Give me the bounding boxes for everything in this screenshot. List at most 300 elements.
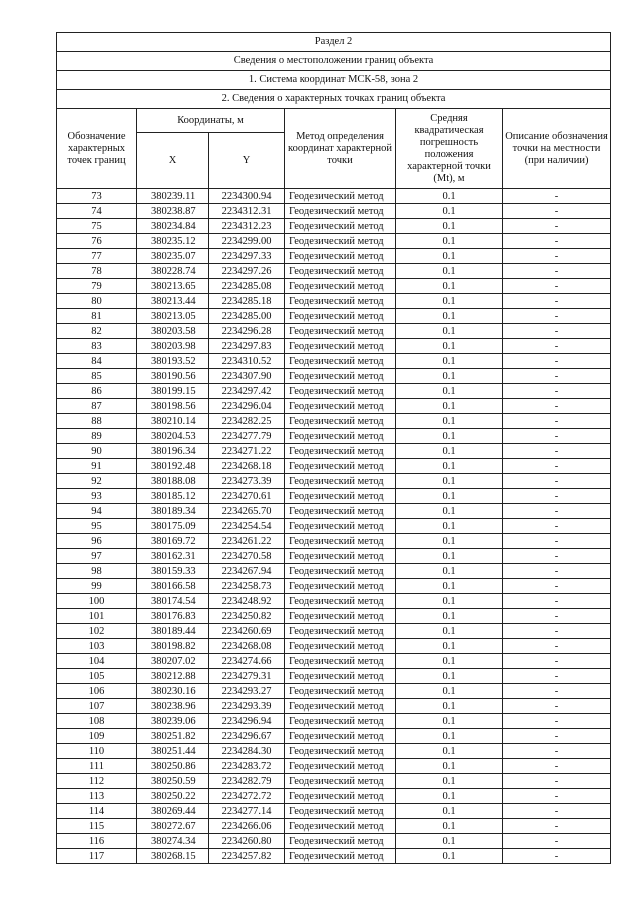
point-number: 74 xyxy=(57,204,137,219)
coord-x: 380251.82 xyxy=(137,729,209,744)
error-cell: 0.1 xyxy=(396,819,503,834)
description-cell: - xyxy=(503,579,611,594)
coord-y: 2234299.00 xyxy=(209,234,285,249)
point-number: 102 xyxy=(57,624,137,639)
description-cell: - xyxy=(503,519,611,534)
description-cell: - xyxy=(503,234,611,249)
table-row xyxy=(57,819,611,834)
description-cell: - xyxy=(503,204,611,219)
error-cell: 0.1 xyxy=(396,264,503,279)
coord-x: 380238.87 xyxy=(137,204,209,219)
coord-x: 380198.56 xyxy=(137,399,209,414)
method-cell: Геодезический метод xyxy=(285,444,396,459)
table-row xyxy=(57,324,611,339)
coord-y: 2234272.72 xyxy=(209,789,285,804)
error-cell: 0.1 xyxy=(396,444,503,459)
point-number: 84 xyxy=(57,354,137,369)
table-row xyxy=(57,264,611,279)
error-cell: 0.1 xyxy=(396,309,503,324)
coord-y: 2234293.39 xyxy=(209,699,285,714)
table-row xyxy=(57,234,611,249)
table-row xyxy=(57,414,611,429)
point-number: 86 xyxy=(57,384,137,399)
coord-y: 2234307.90 xyxy=(209,369,285,384)
col-designation: Обозначение характерных точек границ xyxy=(57,109,137,189)
error-cell: 0.1 xyxy=(396,369,503,384)
table-row xyxy=(57,729,611,744)
table-row xyxy=(57,624,611,639)
coord-y: 2234250.82 xyxy=(209,609,285,624)
coord-y: 2234297.83 xyxy=(209,339,285,354)
error-cell: 0.1 xyxy=(396,684,503,699)
coord-y: 2234283.72 xyxy=(209,759,285,774)
error-cell: 0.1 xyxy=(396,429,503,444)
coord-x: 380213.65 xyxy=(137,279,209,294)
point-number: 92 xyxy=(57,474,137,489)
error-cell: 0.1 xyxy=(396,534,503,549)
error-cell: 0.1 xyxy=(396,594,503,609)
col-coordinates: Координаты, м xyxy=(137,109,285,133)
description-cell: - xyxy=(503,339,611,354)
error-cell: 0.1 xyxy=(396,324,503,339)
point-number: 115 xyxy=(57,819,137,834)
coord-x: 380250.59 xyxy=(137,774,209,789)
description-cell: - xyxy=(503,849,611,864)
method-cell: Геодезический метод xyxy=(285,369,396,384)
description-cell: - xyxy=(503,759,611,774)
coord-x: 380174.54 xyxy=(137,594,209,609)
table-body xyxy=(57,189,611,864)
method-cell: Геодезический метод xyxy=(285,189,396,204)
method-cell: Геодезический метод xyxy=(285,594,396,609)
point-number: 107 xyxy=(57,699,137,714)
method-cell: Геодезический метод xyxy=(285,519,396,534)
method-cell: Геодезический метод xyxy=(285,294,396,309)
coord-y: 2234296.94 xyxy=(209,714,285,729)
coord-y: 2234248.92 xyxy=(209,594,285,609)
description-cell: - xyxy=(503,309,611,324)
coord-x: 380210.14 xyxy=(137,414,209,429)
coord-y: 2234296.04 xyxy=(209,399,285,414)
point-number: 100 xyxy=(57,594,137,609)
method-cell: Геодезический метод xyxy=(285,429,396,444)
coord-x: 380238.96 xyxy=(137,699,209,714)
coord-x: 380175.09 xyxy=(137,519,209,534)
error-cell: 0.1 xyxy=(396,699,503,714)
coord-y: 2234285.00 xyxy=(209,309,285,324)
method-cell: Геодезический метод xyxy=(285,564,396,579)
coord-y: 2234260.80 xyxy=(209,834,285,849)
table-row xyxy=(57,444,611,459)
coord-y: 2234271.22 xyxy=(209,444,285,459)
coord-y: 2234267.94 xyxy=(209,564,285,579)
coord-x: 380250.22 xyxy=(137,789,209,804)
table-row xyxy=(57,534,611,549)
coord-x: 380268.15 xyxy=(137,849,209,864)
coord-y: 2234268.08 xyxy=(209,639,285,654)
error-cell: 0.1 xyxy=(396,759,503,774)
coord-y: 2234297.42 xyxy=(209,384,285,399)
error-cell: 0.1 xyxy=(396,744,503,759)
coord-x: 380239.11 xyxy=(137,189,209,204)
coord-x: 380204.53 xyxy=(137,429,209,444)
point-number: 106 xyxy=(57,684,137,699)
error-cell: 0.1 xyxy=(396,459,503,474)
description-cell: - xyxy=(503,654,611,669)
error-cell: 0.1 xyxy=(396,729,503,744)
method-cell: Геодезический метод xyxy=(285,474,396,489)
method-cell: Геодезический метод xyxy=(285,549,396,564)
description-cell: - xyxy=(503,534,611,549)
point-number: 90 xyxy=(57,444,137,459)
point-number: 99 xyxy=(57,579,137,594)
coord-x: 380251.44 xyxy=(137,744,209,759)
description-cell: - xyxy=(503,789,611,804)
description-cell: - xyxy=(503,504,611,519)
error-cell: 0.1 xyxy=(396,474,503,489)
coord-y: 2234270.61 xyxy=(209,489,285,504)
method-cell: Геодезический метод xyxy=(285,774,396,789)
coord-y: 2234257.82 xyxy=(209,849,285,864)
method-cell: Геодезический метод xyxy=(285,729,396,744)
method-cell: Геодезический метод xyxy=(285,534,396,549)
point-number: 116 xyxy=(57,834,137,849)
point-number: 96 xyxy=(57,534,137,549)
error-cell: 0.1 xyxy=(396,609,503,624)
table-row xyxy=(57,594,611,609)
description-cell: - xyxy=(503,744,611,759)
method-cell: Геодезический метод xyxy=(285,789,396,804)
coord-y: 2234300.94 xyxy=(209,189,285,204)
coord-x: 380213.05 xyxy=(137,309,209,324)
point-number: 109 xyxy=(57,729,137,744)
table-row xyxy=(57,699,611,714)
point-number: 73 xyxy=(57,189,137,204)
error-cell: 0.1 xyxy=(396,624,503,639)
error-cell: 0.1 xyxy=(396,249,503,264)
point-number: 114 xyxy=(57,804,137,819)
table-row xyxy=(57,219,611,234)
method-cell: Геодезический метод xyxy=(285,279,396,294)
table-row xyxy=(57,804,611,819)
point-number: 97 xyxy=(57,549,137,564)
method-cell: Геодезический метод xyxy=(285,249,396,264)
section-title: Раздел 2 xyxy=(57,33,611,52)
description-cell: - xyxy=(503,219,611,234)
table-row xyxy=(57,519,611,534)
point-number: 113 xyxy=(57,789,137,804)
point-number: 75 xyxy=(57,219,137,234)
method-cell: Геодезический метод xyxy=(285,684,396,699)
coord-y: 2234297.26 xyxy=(209,264,285,279)
error-cell: 0.1 xyxy=(396,399,503,414)
section-subtitle: Сведения о местоположении границ объекта xyxy=(57,52,611,71)
description-cell: - xyxy=(503,609,611,624)
error-cell: 0.1 xyxy=(396,414,503,429)
point-number: 85 xyxy=(57,369,137,384)
description-cell: - xyxy=(503,699,611,714)
col-x: X xyxy=(137,133,209,189)
description-cell: - xyxy=(503,714,611,729)
point-number: 111 xyxy=(57,759,137,774)
boundary-points-table xyxy=(56,32,611,864)
coord-x: 380189.44 xyxy=(137,624,209,639)
method-cell: Геодезический метод xyxy=(285,654,396,669)
table-row xyxy=(57,564,611,579)
coord-y: 2234270.58 xyxy=(209,549,285,564)
table-row xyxy=(57,714,611,729)
coord-x: 380203.98 xyxy=(137,339,209,354)
coord-y: 2234296.28 xyxy=(209,324,285,339)
table-row xyxy=(57,609,611,624)
description-cell: - xyxy=(503,564,611,579)
method-cell: Геодезический метод xyxy=(285,669,396,684)
table-row xyxy=(57,489,611,504)
coord-y: 2234312.23 xyxy=(209,219,285,234)
coord-x: 380207.02 xyxy=(137,654,209,669)
coord-y: 2234282.79 xyxy=(209,774,285,789)
point-number: 88 xyxy=(57,414,137,429)
table-row xyxy=(57,774,611,789)
coord-x: 380235.12 xyxy=(137,234,209,249)
coord-y: 2234312.31 xyxy=(209,204,285,219)
coord-y: 2234282.25 xyxy=(209,414,285,429)
table-row xyxy=(57,339,611,354)
description-cell: - xyxy=(503,414,611,429)
error-cell: 0.1 xyxy=(396,279,503,294)
coord-y: 2234273.39 xyxy=(209,474,285,489)
method-cell: Геодезический метод xyxy=(285,204,396,219)
error-cell: 0.1 xyxy=(396,504,503,519)
coord-y: 2234310.52 xyxy=(209,354,285,369)
description-cell: - xyxy=(503,549,611,564)
method-cell: Геодезический метод xyxy=(285,219,396,234)
coord-x: 380198.82 xyxy=(137,639,209,654)
error-cell: 0.1 xyxy=(396,294,503,309)
coord-x: 380193.52 xyxy=(137,354,209,369)
point-number: 105 xyxy=(57,669,137,684)
table-row xyxy=(57,549,611,564)
table-row xyxy=(57,399,611,414)
coord-x: 380239.06 xyxy=(137,714,209,729)
coord-x: 380203.58 xyxy=(137,324,209,339)
coord-x: 380250.86 xyxy=(137,759,209,774)
error-cell: 0.1 xyxy=(396,714,503,729)
coord-x: 380166.58 xyxy=(137,579,209,594)
method-cell: Геодезический метод xyxy=(285,354,396,369)
error-cell: 0.1 xyxy=(396,549,503,564)
table-row xyxy=(57,654,611,669)
method-cell: Геодезический метод xyxy=(285,414,396,429)
error-cell: 0.1 xyxy=(396,204,503,219)
point-number: 80 xyxy=(57,294,137,309)
description-cell: - xyxy=(503,459,611,474)
description-cell: - xyxy=(503,444,611,459)
point-number: 83 xyxy=(57,339,137,354)
table-row xyxy=(57,354,611,369)
description-cell: - xyxy=(503,819,611,834)
point-number: 87 xyxy=(57,399,137,414)
table-row xyxy=(57,369,611,384)
table-row xyxy=(57,834,611,849)
coord-y: 2234266.06 xyxy=(209,819,285,834)
description-cell: - xyxy=(503,729,611,744)
description-cell: - xyxy=(503,594,611,609)
description-cell: - xyxy=(503,834,611,849)
description-cell: - xyxy=(503,384,611,399)
point-number: 89 xyxy=(57,429,137,444)
method-cell: Геодезический метод xyxy=(285,609,396,624)
coord-x: 380196.34 xyxy=(137,444,209,459)
table-row xyxy=(57,204,611,219)
point-number: 110 xyxy=(57,744,137,759)
coord-x: 380213.44 xyxy=(137,294,209,309)
description-cell: - xyxy=(503,369,611,384)
description-cell: - xyxy=(503,294,611,309)
coord-y: 2234293.27 xyxy=(209,684,285,699)
table-row xyxy=(57,294,611,309)
error-cell: 0.1 xyxy=(396,489,503,504)
col-description: Описание обозначения точки на местности (при наличии) xyxy=(503,109,611,189)
error-cell: 0.1 xyxy=(396,234,503,249)
points-title: 2. Сведения о характерных точках границ объекта xyxy=(57,90,611,109)
method-cell: Геодезический метод xyxy=(285,624,396,639)
coord-x: 380269.44 xyxy=(137,804,209,819)
coordinate-system: 1. Система координат МСК-58, зона 2 xyxy=(57,71,611,90)
point-number: 94 xyxy=(57,504,137,519)
method-cell: Геодезический метод xyxy=(285,384,396,399)
col-method: Метод определения координат характерной точки xyxy=(285,109,396,189)
error-cell: 0.1 xyxy=(396,354,503,369)
description-cell: - xyxy=(503,189,611,204)
method-cell: Геодезический метод xyxy=(285,339,396,354)
table-row xyxy=(57,459,611,474)
error-cell: 0.1 xyxy=(396,789,503,804)
method-cell: Геодезический метод xyxy=(285,699,396,714)
coord-x: 380159.33 xyxy=(137,564,209,579)
coord-y: 2234285.08 xyxy=(209,279,285,294)
coord-y: 2234297.33 xyxy=(209,249,285,264)
description-cell: - xyxy=(503,489,611,504)
method-cell: Геодезический метод xyxy=(285,504,396,519)
error-cell: 0.1 xyxy=(396,339,503,354)
col-error: Средняя квадратическая погрешность положения характерной точки (Mt), м xyxy=(396,109,503,189)
coord-y: 2234260.69 xyxy=(209,624,285,639)
coord-x: 380176.83 xyxy=(137,609,209,624)
point-number: 98 xyxy=(57,564,137,579)
table-row xyxy=(57,474,611,489)
description-cell: - xyxy=(503,324,611,339)
error-cell: 0.1 xyxy=(396,849,503,864)
coord-x: 380190.56 xyxy=(137,369,209,384)
description-cell: - xyxy=(503,474,611,489)
coord-x: 380230.16 xyxy=(137,684,209,699)
method-cell: Геодезический метод xyxy=(285,309,396,324)
coord-x: 380235.07 xyxy=(137,249,209,264)
table-row xyxy=(57,759,611,774)
table-row xyxy=(57,309,611,324)
point-number: 82 xyxy=(57,324,137,339)
method-cell: Геодезический метод xyxy=(285,459,396,474)
description-cell: - xyxy=(503,669,611,684)
point-number: 103 xyxy=(57,639,137,654)
method-cell: Геодезический метод xyxy=(285,744,396,759)
description-cell: - xyxy=(503,639,611,654)
coord-x: 380272.67 xyxy=(137,819,209,834)
table-row xyxy=(57,639,611,654)
table-row xyxy=(57,849,611,864)
coord-y: 2234277.79 xyxy=(209,429,285,444)
table-row xyxy=(57,429,611,444)
description-cell: - xyxy=(503,684,611,699)
coord-y: 2234274.66 xyxy=(209,654,285,669)
table-row xyxy=(57,579,611,594)
coord-x: 380274.34 xyxy=(137,834,209,849)
description-cell: - xyxy=(503,804,611,819)
coord-x: 380228.74 xyxy=(137,264,209,279)
description-cell: - xyxy=(503,429,611,444)
table-row xyxy=(57,684,611,699)
error-cell: 0.1 xyxy=(396,384,503,399)
point-number: 95 xyxy=(57,519,137,534)
coord-x: 380169.72 xyxy=(137,534,209,549)
error-cell: 0.1 xyxy=(396,564,503,579)
method-cell: Геодезический метод xyxy=(285,819,396,834)
table-row xyxy=(57,189,611,204)
error-cell: 0.1 xyxy=(396,834,503,849)
coord-y: 2234277.14 xyxy=(209,804,285,819)
coord-x: 380192.48 xyxy=(137,459,209,474)
error-cell: 0.1 xyxy=(396,774,503,789)
table-row xyxy=(57,249,611,264)
error-cell: 0.1 xyxy=(396,654,503,669)
description-cell: - xyxy=(503,249,611,264)
method-cell: Геодезический метод xyxy=(285,639,396,654)
error-cell: 0.1 xyxy=(396,519,503,534)
table-row xyxy=(57,669,611,684)
error-cell: 0.1 xyxy=(396,189,503,204)
method-cell: Геодезический метод xyxy=(285,489,396,504)
coord-x: 380234.84 xyxy=(137,219,209,234)
method-cell: Геодезический метод xyxy=(285,234,396,249)
method-cell: Геодезический метод xyxy=(285,759,396,774)
method-cell: Геодезический метод xyxy=(285,264,396,279)
coord-x: 380199.15 xyxy=(137,384,209,399)
point-number: 81 xyxy=(57,309,137,324)
coord-y: 2234284.30 xyxy=(209,744,285,759)
error-cell: 0.1 xyxy=(396,804,503,819)
coord-x: 380189.34 xyxy=(137,504,209,519)
coord-y: 2234258.73 xyxy=(209,579,285,594)
error-cell: 0.1 xyxy=(396,639,503,654)
method-cell: Геодезический метод xyxy=(285,399,396,414)
coord-x: 380162.31 xyxy=(137,549,209,564)
coord-x: 380212.88 xyxy=(137,669,209,684)
method-cell: Геодезический метод xyxy=(285,579,396,594)
method-cell: Геодезический метод xyxy=(285,834,396,849)
point-number: 112 xyxy=(57,774,137,789)
point-number: 79 xyxy=(57,279,137,294)
table-row xyxy=(57,789,611,804)
point-number: 104 xyxy=(57,654,137,669)
table-row xyxy=(57,384,611,399)
point-number: 78 xyxy=(57,264,137,279)
point-number: 77 xyxy=(57,249,137,264)
method-cell: Геодезический метод xyxy=(285,804,396,819)
point-number: 76 xyxy=(57,234,137,249)
error-cell: 0.1 xyxy=(396,579,503,594)
description-cell: - xyxy=(503,624,611,639)
